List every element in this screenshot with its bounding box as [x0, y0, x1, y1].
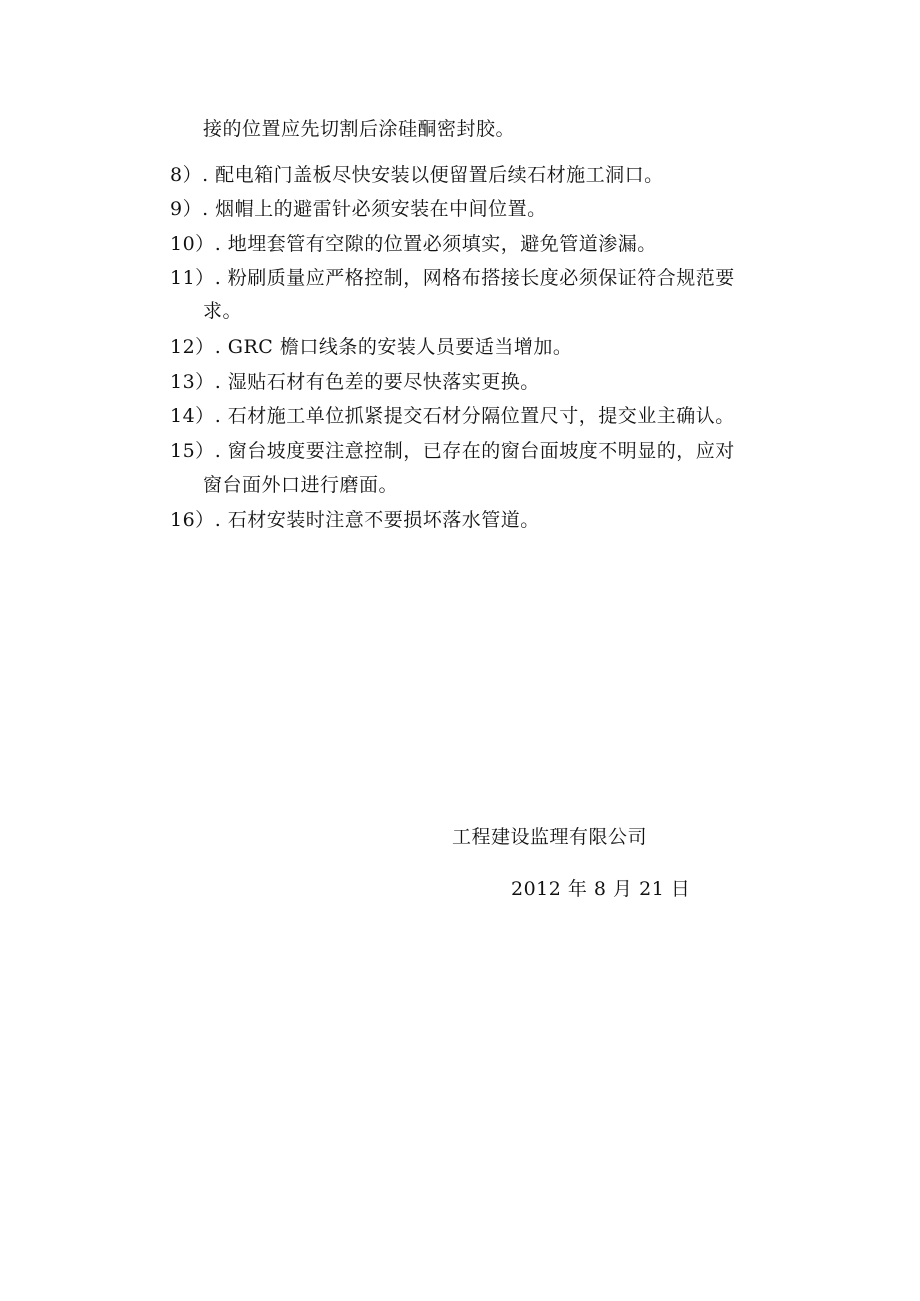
list-item-15	[170, 440, 735, 462]
item-text: . 配电箱门盖板尽快安装以便留置后续石材施工洞口。	[202, 164, 664, 186]
list-item-16	[170, 509, 540, 531]
item-number: 16）	[170, 509, 215, 531]
item-text: . 烟帽上的避雷针必须安装在中间位置。	[202, 198, 547, 220]
list-item-12	[170, 336, 572, 358]
item-number: 8）	[170, 164, 203, 186]
list-item-13	[170, 371, 540, 393]
continuation-line: 接的位置应先切割后涂硅酮密封胶。	[203, 118, 516, 140]
item-number: 10）	[170, 233, 215, 255]
item-number: 12）	[170, 336, 215, 358]
item-text: . GRC 檐口线条的安装人员要适当增加。	[214, 336, 573, 358]
list-item-9	[170, 198, 547, 220]
list-item-15-continuation: 窗台面外口进行磨面。	[203, 474, 399, 496]
list-item-8	[170, 164, 664, 186]
signature-date: 2012 年 8 月 21 日	[511, 878, 691, 900]
item-number: 11）	[170, 267, 215, 289]
list-item-11-continuation: 求。	[203, 300, 243, 322]
list-item-11	[170, 267, 735, 289]
item-text: . 石材施工单位抓紧提交石材分隔位置尺寸，提交业主确认。	[214, 405, 735, 427]
signature-company: 工程建设监理有限公司	[452, 826, 648, 848]
item-text: . 窗台坡度要注意控制，已存在的窗台面坡度不明显的，应对	[214, 440, 735, 462]
list-item-14	[170, 405, 735, 427]
item-text: . 粉刷质量应严格控制，网格布搭接长度必须保证符合规范要	[214, 267, 735, 289]
item-text: . 石材安装时注意不要损坏落水管道。	[214, 509, 540, 531]
item-number: 14）	[170, 405, 215, 427]
item-number: 9）	[170, 198, 203, 220]
item-number: 13）	[170, 371, 215, 393]
item-number: 15）	[170, 440, 215, 462]
item-text: . 地埋套管有空隙的位置必须填实，避免管道渗漏。	[214, 233, 657, 255]
list-item-10	[170, 233, 657, 255]
item-text: . 湿贴石材有色差的要尽快落实更换。	[214, 371, 540, 393]
